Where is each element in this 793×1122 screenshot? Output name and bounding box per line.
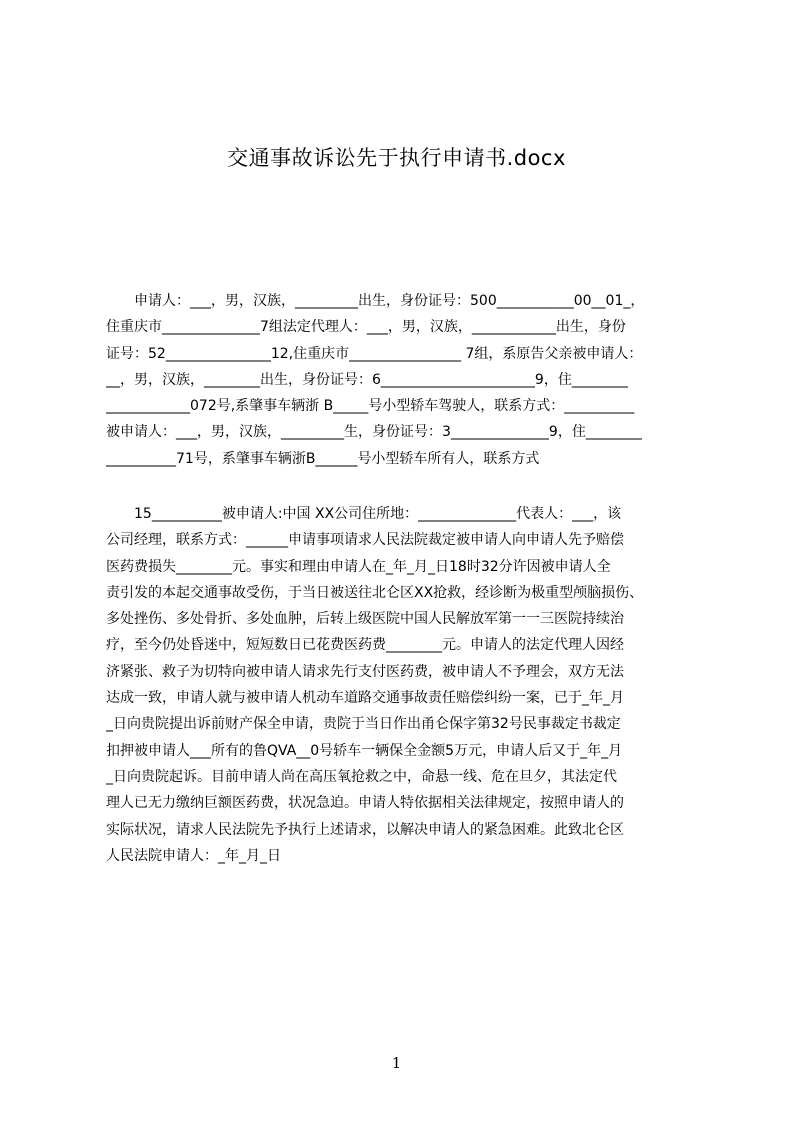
text-line: 证号：52_______________12,住重庆市________________ 7组，系原告父亲被申请人： <box>106 345 643 362</box>
text-line: 被申请人：___，男，汉族，_________生，身份证号：3______________9，住________ <box>106 424 642 441</box>
applicant-info-paragraph <box>106 288 696 472</box>
text-line: 医药费损失________元。事实和理由申请人在_年_月_日18时32分许因被申请人全 <box>106 558 611 575</box>
text-line: 公司经理，联系方式：______申请事项请求人民法院裁定被申请人向申请人先予赔偿 <box>106 532 624 549</box>
text-line: 实际状况，请求人民法院先予执行上述请求，以解决申请人的紧急困难。此致北仑区 <box>106 821 624 838</box>
text-line: 疗，至今仍处昏迷中，短短数日已花费医药费________元。申请人的法定代理人因经 <box>106 637 624 654</box>
text-line: _日向贵院提出诉前财产保全申请，贵院于当日作出甬仑保字第32号民事裁定书裁定 <box>106 716 621 733</box>
text-line: 理人已无力缴纳巨额医药费，状况急迫。申请人特依据相关法律规定，按照申请人的 <box>106 795 624 812</box>
text-line: __________71号，系肇事车辆浙B______号小型轿车所有人，联系方式 <box>106 450 540 467</box>
text-line: 多处挫伤、多处骨折、多处血肿，后转上级医院中国人民解放军第一一三医院持续治 <box>106 611 624 628</box>
text-line: 申请人：___，男，汉族，_________出生，身份证号：500___________00__01_， <box>106 293 645 309</box>
text-line: 扣押被申请人___所有的鲁QVA__0号轿车一辆保全金额5万元，申请人后又于_年_月 <box>106 742 623 759</box>
document-title: 交通事故诉讼先于执行申请书.docx <box>227 146 566 170</box>
text-line: 人民法院申请人：_年_月_日 <box>106 847 281 864</box>
text-line: ____________072号,系肇事车辆浙 B_____号小型轿车驾驶人，联系方式：__________ <box>106 398 635 415</box>
text-line: __，男，汉族，________出生，身份证号：6______________________9，住________ <box>106 371 628 388</box>
facts-and-request-paragraph <box>106 501 696 869</box>
text-line: _日向贵院起诉。目前申请人尚在高压氧抢救之中，命悬一线、危在旦夕，其法定代 <box>106 768 617 785</box>
text-line: 达成一致，申请人就与被申请人机动车道路交通事故责任赔偿纠纷一案，已于_年_月 <box>106 690 624 707</box>
text-line: 15__________被申请人:中国 XX公司住所地：______________代表人：___，该 <box>106 506 622 522</box>
text-line: 住重庆市______________7组法定代理人：___，男，汉族，____________出生，身份 <box>106 319 626 336</box>
page-number: 1 <box>391 1054 402 1072</box>
text-line: 济紧张、救子为切特向被申请人请求先行支付医药费，被申请人不予理会，双方无法 <box>106 663 624 680</box>
text-line: 责引发的本起交通事故受伤，于当日被送往北仑区XX抢救，经诊断为极重型颅脑损伤、 <box>106 584 644 601</box>
